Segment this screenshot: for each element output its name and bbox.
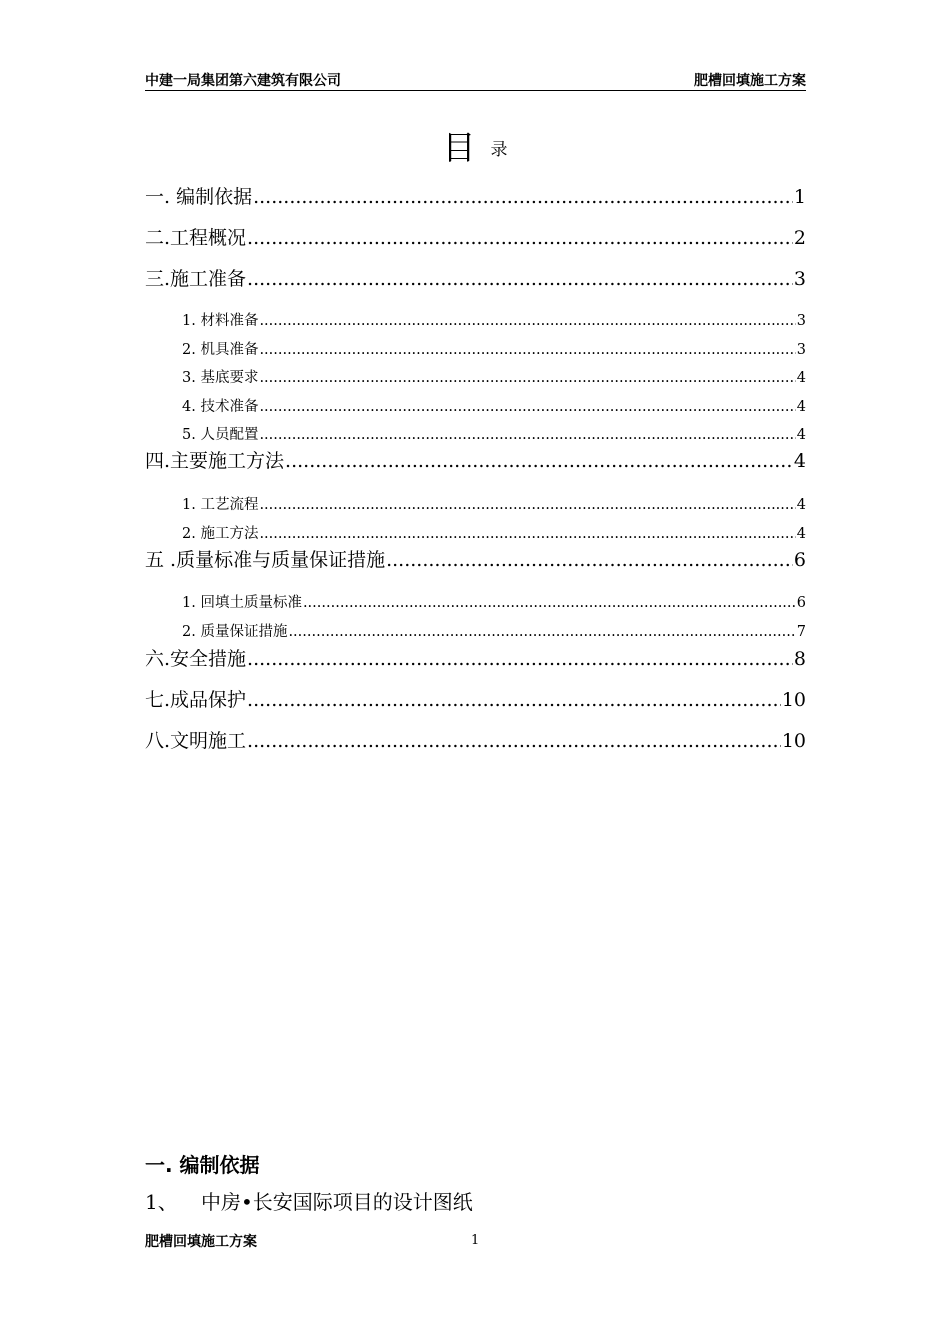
toc-entry[interactable] — [145, 223, 806, 251]
toc-entry-label: 5. 人员配置 — [182, 427, 259, 443]
toc-leader-dots — [247, 730, 781, 752]
list-item-number: 1、 — [145, 1190, 178, 1214]
toc-title-secondary: 录 — [490, 140, 508, 160]
toc-leader-dots — [303, 595, 796, 611]
toc-title-main: 目 — [442, 128, 476, 167]
footer-doc-title: 肥槽回填施工方案 — [145, 1234, 257, 1250]
toc-entry[interactable] — [145, 182, 806, 210]
toc-entry-label: 一. 编制依据 — [145, 186, 253, 208]
toc-entry-label: 八.文明施工 — [145, 730, 247, 752]
toc-entry-page: 4 — [796, 526, 806, 542]
toc-entry-page: 6 — [793, 549, 806, 571]
toc-entry-page: 1 — [793, 186, 806, 208]
toc-leader-dots — [259, 526, 795, 542]
toc-entry-page: 3 — [793, 268, 806, 290]
toc-entry-page: 2 — [793, 227, 806, 249]
toc-entry-label: 四.主要施工方法 — [145, 450, 285, 472]
toc-entry[interactable] — [145, 545, 806, 573]
toc-subentry[interactable] — [145, 522, 806, 542]
page-header — [145, 68, 806, 91]
toc-entry-label: 七.成品保护 — [145, 689, 247, 711]
header-doc-title: 肥槽回填施工方案 — [694, 73, 806, 89]
toc-entry[interactable] — [145, 446, 806, 474]
toc-entry-label: 1. 材料准备 — [182, 313, 259, 329]
toc-leader-dots — [259, 427, 795, 443]
toc-leader-dots — [247, 268, 793, 290]
toc-leader-dots — [259, 497, 795, 513]
toc-entry-label: 2. 机具准备 — [182, 342, 259, 358]
toc-entry-label: 六.安全措施 — [145, 648, 247, 670]
toc-entry[interactable] — [145, 644, 806, 672]
toc-entry-page: 4 — [796, 497, 806, 513]
toc-entry-label: 2. 质量保证措施 — [182, 624, 288, 640]
toc-leader-dots — [259, 342, 795, 358]
section-heading: 一. 编制依据 — [145, 1153, 260, 1177]
toc-entry-label: 五 .质量标准与质量保证措施 — [145, 549, 386, 571]
toc-subentry[interactable] — [145, 395, 806, 415]
toc-entry-label: 1. 回填土质量标准 — [182, 595, 302, 611]
toc-entry-label: 3. 基底要求 — [182, 370, 259, 386]
toc-leader-dots — [259, 370, 795, 386]
toc-entry-label: 1. 工艺流程 — [182, 497, 259, 513]
toc-entry-label: 2. 施工方法 — [182, 526, 259, 542]
toc-entry-label: 三.施工准备 — [145, 268, 247, 290]
toc-leader-dots — [247, 227, 793, 249]
toc-entry-page: 6 — [796, 595, 806, 611]
toc-subentry[interactable] — [145, 493, 806, 513]
toc-entry-label: 二.工程概况 — [145, 227, 247, 249]
toc-entry[interactable] — [145, 726, 806, 754]
toc-entry-page: 7 — [796, 624, 806, 640]
toc-entry-page: 3 — [796, 313, 806, 329]
toc-subentry[interactable] — [145, 309, 806, 329]
toc-subentry[interactable] — [145, 591, 806, 611]
toc-leader-dots — [259, 399, 795, 415]
toc-entry-page: 10 — [781, 689, 806, 711]
body-list-item — [145, 1186, 473, 1215]
footer-page-number: 1 — [471, 1233, 480, 1248]
toc-leader-dots — [285, 450, 793, 472]
header-company: 中建一局集团第六建筑有限公司 — [145, 73, 341, 89]
toc-leader-dots — [259, 313, 795, 329]
toc-title — [0, 122, 950, 169]
toc-entry-label: 4. 技术准备 — [182, 399, 259, 415]
toc-leader-dots — [247, 689, 781, 711]
toc-leader-dots — [247, 648, 793, 670]
toc-subentry[interactable] — [145, 338, 806, 358]
toc-entry-page: 8 — [793, 648, 806, 670]
toc-entry-page: 10 — [781, 730, 806, 752]
toc-entry-page: 4 — [796, 427, 806, 443]
toc-leader-dots — [288, 624, 795, 640]
toc-subentry[interactable] — [145, 366, 806, 386]
toc-entry[interactable] — [145, 685, 806, 713]
toc-subentry[interactable] — [145, 423, 806, 443]
toc-subentry[interactable] — [145, 620, 806, 640]
toc-entry[interactable] — [145, 264, 806, 292]
toc-leader-dots — [253, 186, 793, 208]
toc-entry-page: 3 — [796, 342, 806, 358]
toc-leader-dots — [386, 549, 793, 571]
toc-entry-page: 4 — [796, 370, 806, 386]
toc-entry-page: 4 — [796, 399, 806, 415]
list-item-text: 中房•长安国际项目的设计图纸 — [201, 1190, 473, 1214]
toc-entry-page: 4 — [793, 450, 806, 472]
